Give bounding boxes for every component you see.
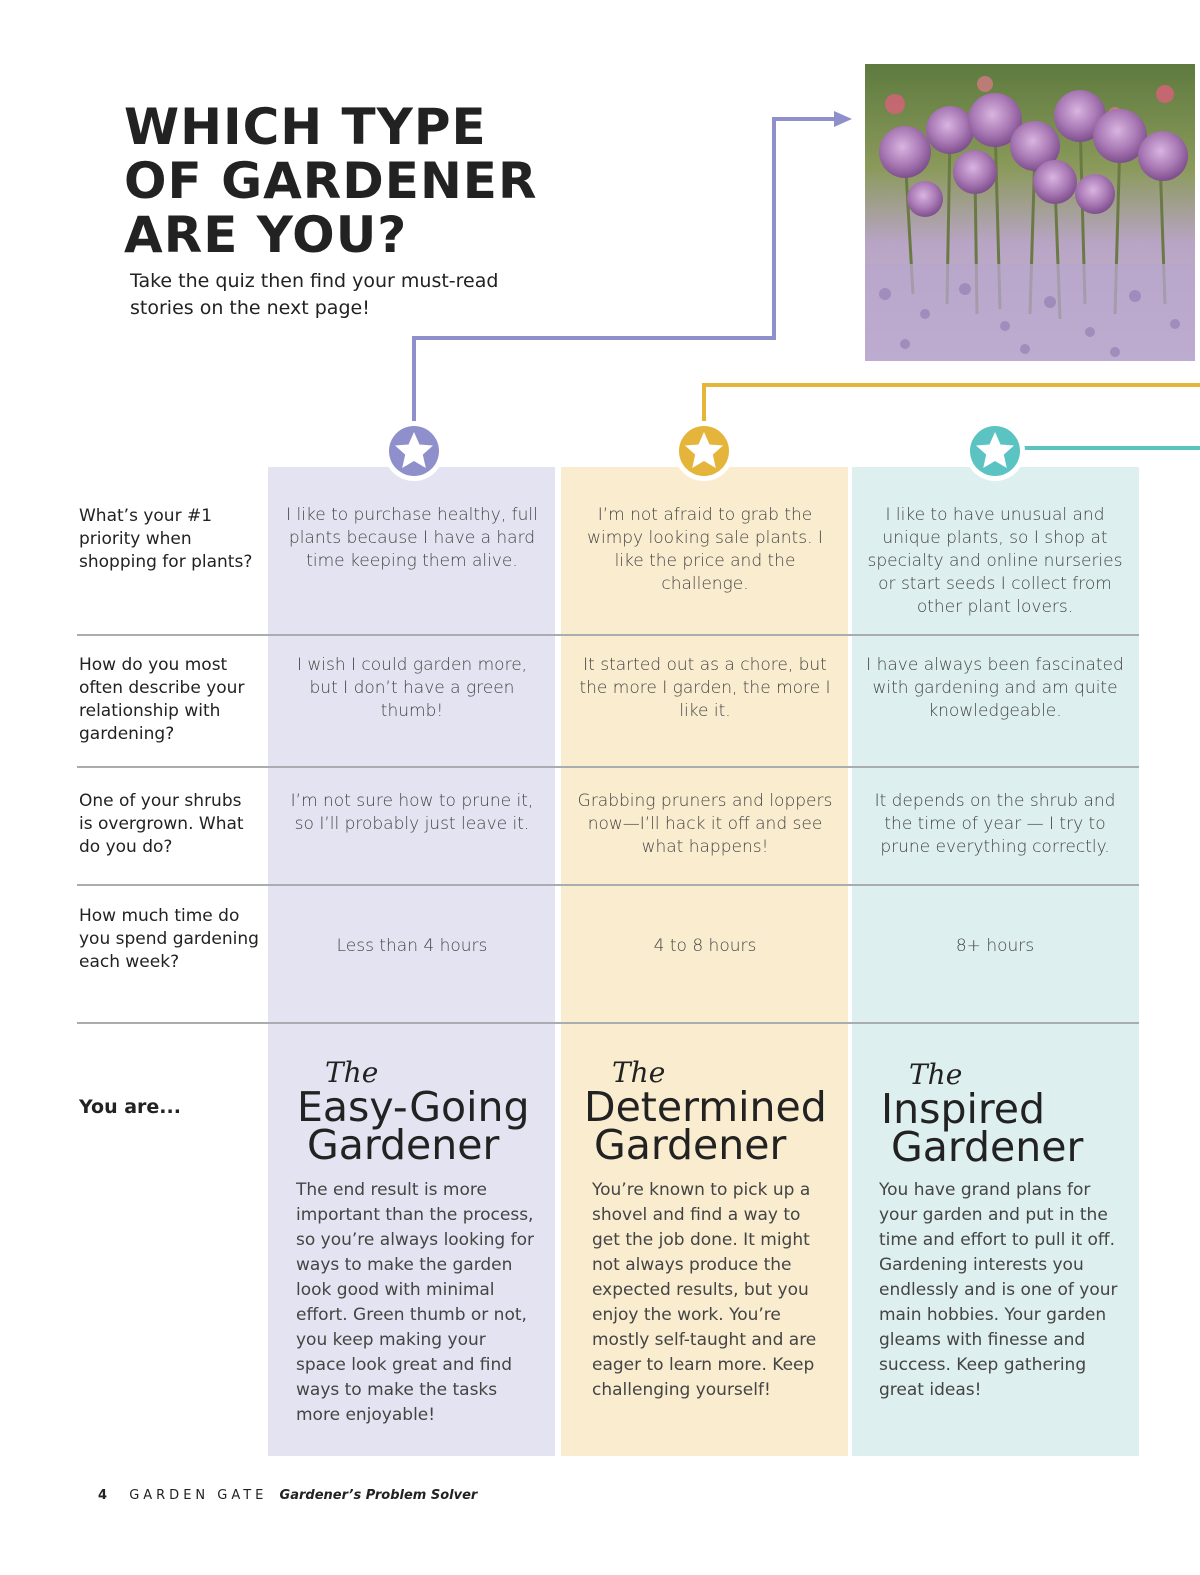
result-inspired-description: You have grand plans for your garden and put in the time and effort to pull it off. Gardening interests you endlessly and is one of your main hobbies. Your garden gleams with finesse and success. Keep gathering great ideas!	[879, 1180, 1118, 1400]
answer-determined-priority: I’m not afraid to grab the wimpy looking sale plants. I like the price and the challenge.	[587, 505, 823, 594]
title-line: OF GARDENER	[124, 152, 538, 210]
publication-name: Gardener’s Problem Solver	[279, 1488, 478, 1503]
question-time: How much time do you spend gardening each week?	[79, 906, 259, 972]
result-name-line2: Gardener	[891, 1123, 1084, 1171]
question-priority: What’s your #1 priority when shopping for plants?	[79, 506, 253, 572]
result-determined-title	[584, 1056, 827, 1169]
page-footer	[98, 1488, 477, 1503]
answer-easy-going-time: Less than 4 hours	[336, 936, 488, 956]
teal-star-icon	[965, 421, 1025, 481]
result-the: The	[325, 1056, 379, 1089]
answer-inspired-time: 8+ hours	[955, 936, 1035, 956]
row-divider	[77, 766, 1139, 768]
row-divider	[77, 1022, 1139, 1024]
answer-determined-shrubs: Grabbing pruners and loppers now—I’ll hack it off and see what happens!	[577, 791, 833, 857]
purple-star-icon	[384, 421, 444, 481]
result-determined-description: You’re known to pick up a shovel and find a way to get the job done. It might not always produce the expected results, but you enjoy the work. You’re mostly self-taught and are eager to learn more. Keep challenging yourself!	[592, 1180, 817, 1400]
result-name-line1: Inspired	[881, 1085, 1046, 1133]
answer-inspired-priority: I like to have unusual and unique plants, so I shop at specialty and online nurseries or start seeds I collect from other plant lovers.	[867, 505, 1123, 617]
gold-star-icon	[674, 421, 734, 481]
result-easy-going-title	[297, 1056, 530, 1169]
result-name-line1: Easy-Going	[297, 1083, 530, 1131]
result-name-line2: Gardener	[307, 1121, 500, 1169]
result-the: The	[612, 1056, 666, 1089]
result-name-line1: Determined	[584, 1083, 827, 1131]
page-subtitle: Take the quiz then find your must-read stories on the next page!	[130, 270, 499, 319]
answer-easy-going-shrubs: I’m not sure how to prune it, so I’ll probably just leave it.	[290, 791, 534, 834]
answer-determined-relationship: It started out as a chore, but the more I garden, the more I like it.	[579, 655, 831, 721]
title-line: ARE YOU?	[124, 206, 408, 264]
answer-easy-going-priority: I like to purchase healthy, full plants because I have a hard time keeping them alive.	[286, 505, 538, 571]
brand-name: GARDEN GATE	[129, 1488, 268, 1503]
result-inspired-title	[881, 1058, 1084, 1171]
title-line: WHICH TYPE	[124, 98, 487, 156]
answer-inspired-relationship: I have always been fascinated with gardening and am quite knowledgeable.	[866, 655, 1124, 721]
answer-easy-going-relationship: I wish I could garden more, but I don’t have a green thumb!	[296, 655, 528, 721]
row-divider	[77, 884, 1139, 886]
result-the: The	[909, 1058, 963, 1091]
star-badges	[0, 0, 1200, 520]
question-shrubs: One of your shrubs is overgrown. What do you do?	[79, 791, 244, 857]
answer-determined-time: 4 to 8 hours	[653, 936, 757, 956]
row-divider	[77, 634, 1139, 636]
page-number: 4	[98, 1488, 108, 1503]
result-easy-going-description: The end result is more important than the process, so you’re always looking for ways to make the garden look good with minimal effort. Green thumb or not, you keep making your space look great and find ways to make the tasks more enjoyable!	[296, 1180, 534, 1425]
answer-inspired-shrubs: It depends on the shrub and the time of year — I try to prune everything correctly.	[874, 791, 1116, 857]
you-are-label: You are...	[79, 1096, 181, 1118]
question-relationship: How do you most often describe your relationship with gardening?	[79, 655, 245, 744]
result-name-line2: Gardener	[594, 1121, 787, 1169]
